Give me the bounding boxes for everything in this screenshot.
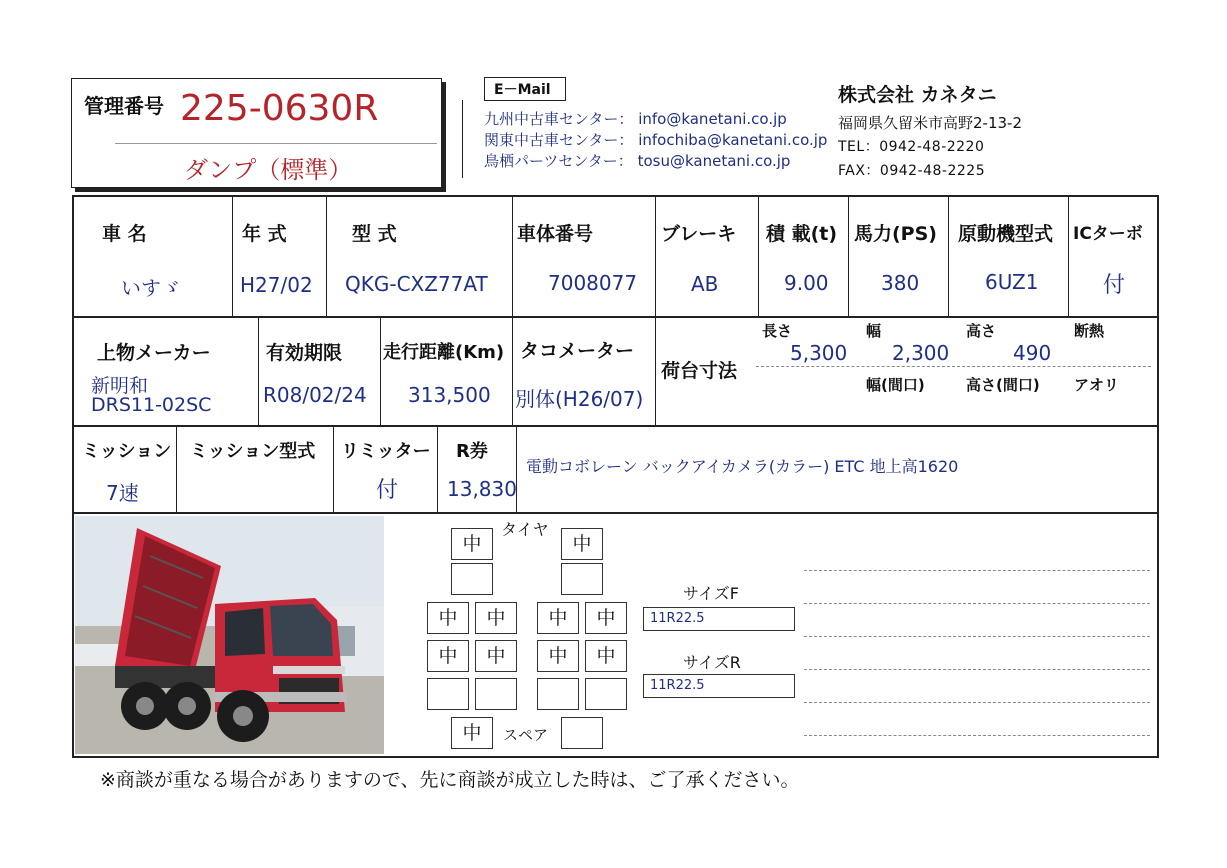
header-car-name: 車 名: [102, 223, 147, 245]
value-width: 2,300: [892, 341, 950, 365]
tire-rear3-inner-right: [537, 678, 579, 710]
size-r-value: 11R22.5: [643, 674, 795, 698]
email-row-kanto: [484, 129, 827, 150]
col-separator: [848, 197, 849, 316]
company-address: 福岡県久留米市高野2-13-2: [838, 114, 1022, 132]
email-row-kyushu: [484, 108, 787, 129]
spare-label: スペア: [503, 726, 549, 744]
tire-rear2-outer-right: 中: [585, 640, 627, 672]
email-left-rule: [462, 100, 463, 178]
note-line: [804, 669, 1150, 670]
value-load: 9.00: [784, 271, 829, 295]
row-separator: [73, 512, 1157, 514]
header-expiry: 有効期限: [266, 342, 343, 364]
label-height: 高さ: [966, 322, 997, 340]
tire-spare: 中: [451, 717, 493, 749]
header-load: 積 載(t): [766, 223, 838, 245]
header-r-ken: R券: [456, 441, 488, 462]
col-separator: [258, 318, 259, 425]
value-tachometer: 別体(H26/07): [515, 387, 644, 411]
header-year: 年 式: [242, 223, 287, 245]
label-tailgate: アオリ: [1074, 376, 1119, 394]
col-separator: [326, 197, 327, 316]
tire-label: タイヤ: [501, 520, 549, 539]
note-line: [804, 735, 1150, 736]
value-r-ken: 13,830: [447, 477, 517, 501]
row-separator: [73, 425, 1157, 427]
label-width-opening: 幅(間口): [866, 376, 925, 394]
label-insulation: 断熱: [1074, 322, 1105, 340]
company-fax: FAX：0942-48-2225: [838, 163, 986, 179]
tire-rear2-inner-left: 中: [475, 640, 517, 672]
col-separator: [1068, 197, 1069, 316]
value-limiter: 付: [376, 478, 399, 503]
header-tachometer: タコメーター: [520, 340, 635, 362]
value-brake: AB: [691, 272, 719, 296]
email-link[interactable]: tosu@kanetani.co.jp: [637, 152, 791, 170]
tire-spare-empty: [561, 717, 603, 749]
tire-rear3-inner-left: [475, 678, 517, 710]
col-separator: [232, 197, 233, 316]
value-year: H27/02: [240, 273, 313, 297]
tire-rear2-outer-left: 中: [427, 640, 469, 672]
tire-rear3-outer-right: [585, 678, 627, 710]
col-separator: [948, 197, 949, 316]
email-link[interactable]: info@kanetani.co.jp: [638, 110, 787, 128]
mgmt-label: 管理番号: [84, 94, 164, 118]
note-line: [804, 702, 1150, 703]
tire-rear1-inner-right: 中: [537, 602, 579, 634]
note-line: [804, 636, 1150, 637]
col-separator: [333, 427, 334, 512]
note-line: [804, 570, 1150, 571]
vehicle-type: ダンプ（標準）: [184, 156, 353, 184]
value-ic-turbo: 付: [1103, 273, 1126, 298]
header-ic-turbo: ICターボ: [1073, 224, 1143, 244]
col-separator: [512, 318, 513, 425]
header-engine: 原動機型式: [958, 223, 1054, 245]
header-mission: ミッション: [82, 441, 172, 462]
mgmt-number: 225-0630R: [180, 88, 379, 129]
center-name: 鳥栖パーツセンター：: [484, 152, 633, 170]
mgmt-divider: [115, 143, 437, 144]
header-mission-type: ミッション型式: [190, 441, 316, 462]
value-expiry: R08/02/24: [263, 383, 367, 407]
label-width: 幅: [866, 322, 882, 340]
value-body-maker: 新明和: [91, 375, 149, 397]
value-length: 5,300: [790, 341, 848, 365]
col-separator: [176, 427, 177, 512]
value-model: QKG-CXZ77AT: [345, 272, 488, 296]
value-chassis-no: 7008077: [548, 271, 638, 295]
label-length: 長さ: [762, 322, 793, 340]
header-horsepower: 馬力(PS): [854, 223, 937, 245]
tire-rear3-outer-left: [427, 678, 469, 710]
value-mission: 7速: [106, 481, 139, 505]
company-tel: TEL：0942-48-2220: [838, 139, 985, 155]
value-horsepower: 380: [881, 271, 920, 295]
col-separator: [437, 427, 438, 512]
label-height-opening: 高さ(間口): [966, 376, 1040, 394]
truck-illustration: [75, 516, 384, 754]
header-bed-dimensions: 荷台寸法: [661, 360, 738, 382]
email-title: E－Mail: [494, 82, 551, 98]
note-line: [804, 603, 1150, 604]
header-limiter: リミッター: [341, 441, 431, 462]
header-model: 型 式: [352, 223, 397, 245]
col-separator: [758, 197, 759, 316]
row-separator: [73, 316, 1157, 318]
header-brake: ブレーキ: [661, 223, 737, 245]
tire-rear2-inner-right: 中: [537, 640, 579, 672]
header-mileage: 走行距離(Km): [383, 342, 505, 363]
tire-front-left: 中: [451, 528, 493, 560]
tire-front-left-empty: [451, 563, 493, 595]
col-separator: [655, 197, 656, 316]
email-link[interactable]: infochiba@kanetani.co.jp: [638, 131, 828, 149]
col-separator: [380, 318, 381, 425]
tire-front-right: 中: [561, 528, 603, 560]
tire-rear1-inner-left: 中: [475, 602, 517, 634]
col-separator: [512, 197, 513, 316]
value-car-name: いすゞ: [121, 276, 181, 300]
tire-rear1-outer-right: 中: [585, 602, 627, 634]
size-f-label: サイズF: [683, 584, 739, 603]
footer-note: ※商談が重なる場合がありますので、先に商談が成立した時は、ご了承ください。: [100, 769, 800, 791]
company-name: 株式会社 カネタニ: [838, 84, 997, 106]
value-height: 490: [1013, 341, 1052, 365]
size-f-value: 11R22.5: [643, 607, 795, 631]
header-body-maker: 上物メーカー: [97, 342, 211, 364]
value-mileage: 313,500: [408, 383, 491, 407]
email-row-tosu: [484, 150, 790, 171]
bed-divider: [756, 366, 1151, 367]
value-engine: 6UZ1: [985, 270, 1039, 294]
truck-photo: [75, 516, 384, 754]
size-r-label: サイズR: [683, 653, 741, 672]
tire-rear1-outer-left: 中: [427, 602, 469, 634]
col-separator: [655, 318, 656, 425]
value-body-model: DRS11-02SC: [91, 394, 212, 416]
header-chassis-no: 車体番号: [517, 223, 594, 245]
center-name: 九州中古車センター：: [484, 110, 634, 128]
center-name: 関東中古車センター：: [484, 131, 634, 149]
options-text: 電動コボレーン バックアイカメラ(カラー) ETC 地上高1620: [526, 457, 959, 476]
tire-front-right-empty: [561, 563, 603, 595]
